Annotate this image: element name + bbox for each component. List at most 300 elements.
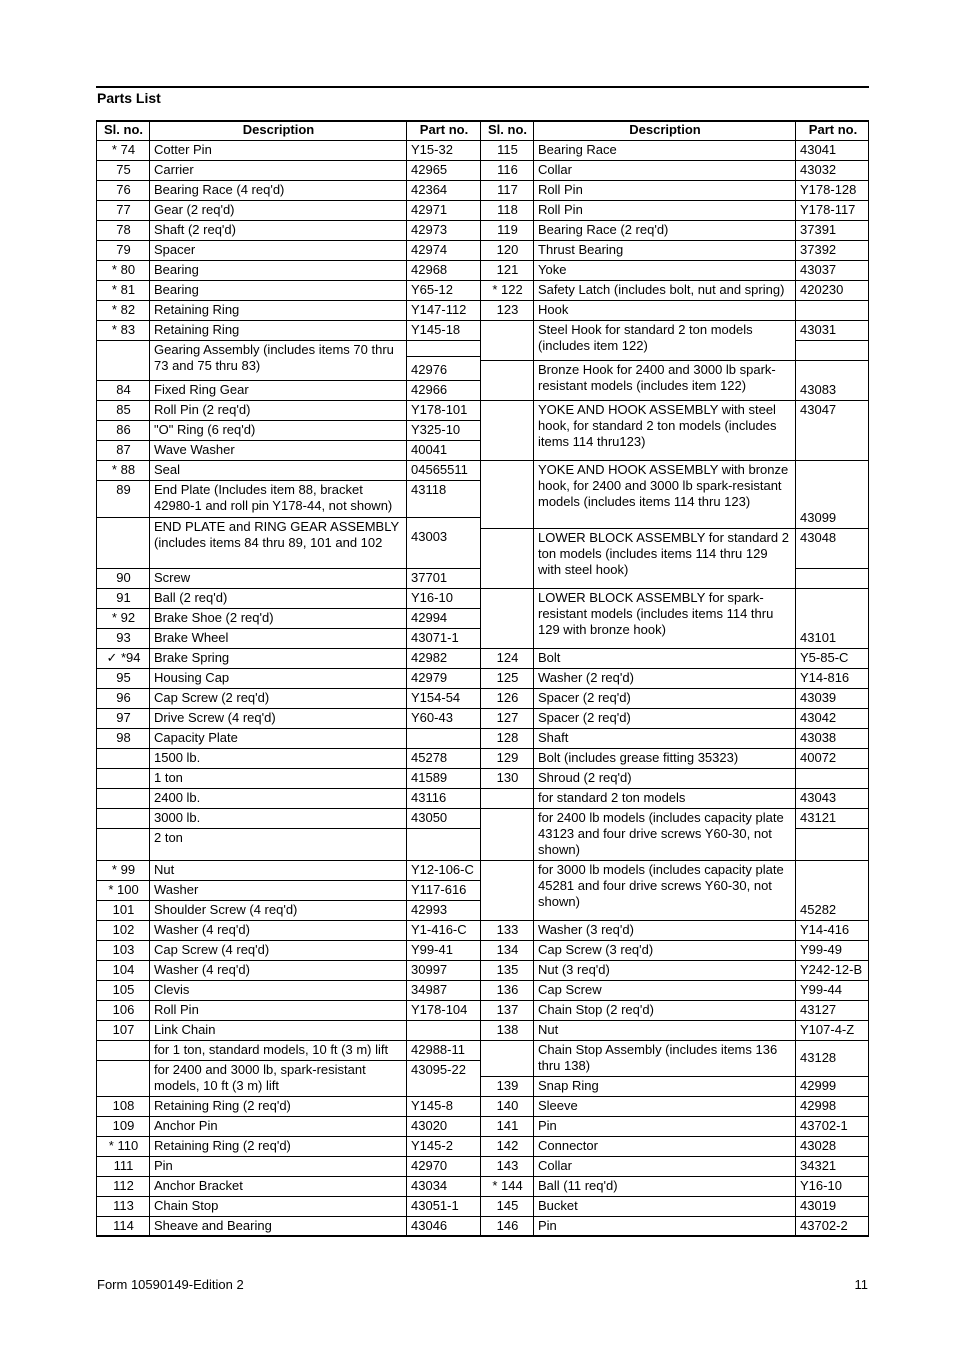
left-row-part-no: Y178-101 [411,402,468,417]
left-row-part-no: 42970 [411,1158,448,1173]
right-row-description: Roll Pin [538,202,583,217]
table-row-divider [96,568,481,569]
left-row-sl-no: 91 [116,590,131,605]
left-row-description: "O" Ring (6 req'd) [154,422,256,437]
left-row-part-no: 34987 [411,982,448,997]
parts-table [96,120,869,1237]
left-row-part-no: 43071-1 [411,630,459,645]
left-row-part-no: Y1-416-C [411,922,467,937]
left-row-part-no: Y16-10 [411,590,453,605]
right-row-sl-no: 128 [496,730,519,745]
left-row-description: for 2400 and 3000 lb, spark-resistant models, 10 ft (3 m) lift [154,1062,366,1093]
table-row-divider [96,320,481,321]
table-row-divider [96,240,481,241]
table-left-border [96,120,97,1237]
header-part-no: Part no. [419,122,469,137]
table-row-divider [96,648,481,649]
table-row-divider [480,280,869,281]
table-row-divider [480,300,869,301]
left-row-sl-no: 106 [112,1002,135,1017]
right-row-description: Spacer (2 req'd) [538,710,631,725]
left-row-description: Sheave and Bearing [154,1218,272,1233]
table-row-divider [96,380,481,381]
left-row-description: Brake Spring [154,650,230,665]
part-cell-divider [795,568,869,569]
table-row-divider [480,940,869,941]
left-row-description: Pin [154,1158,173,1173]
table-row-divider [480,1020,869,1021]
left-row-sl-no: * 82 [111,302,136,317]
table-row-divider [96,628,481,629]
table-row-divider [96,688,481,689]
table-row-divider [480,728,869,729]
right-row-part-no: 34321 [800,1158,837,1173]
left-row-part-no: 42974 [411,242,448,257]
left-row-part-no: Y325-10 [411,422,461,437]
table-row-divider [480,400,869,401]
left-row-part-no: 43051-1 [411,1198,459,1213]
left-row-part-no: 43116 [411,790,447,805]
right-row-sl-no: 123 [496,302,519,317]
right-row-part-no: 43038 [800,730,837,745]
left-row-sl-no: 85 [116,402,131,417]
column-divider [480,120,481,1237]
part-cell-divider [795,340,869,341]
right-row-description: LOWER BLOCK ASSEMBLY for standard 2 ton models (includes items 114 thru 129 with steel hook) [538,530,789,577]
table-row-divider [96,220,481,221]
left-row-sl-no: 78 [116,222,131,237]
left-row-description: Retaining Ring [154,302,240,317]
left-row-description: Nut [154,862,175,877]
table-row-divider [96,748,481,749]
left-row-description: 2 ton [154,830,183,845]
table-row-divider [96,940,481,941]
part-cell-divider [406,356,481,357]
table-row-divider [96,1060,481,1061]
title-rule [96,86,869,88]
left-row-description: 3000 lb. [154,810,201,825]
right-row-description: Sleeve [538,1098,578,1113]
table-row-divider [480,1156,869,1157]
left-row-sl-no: * 100 [108,882,139,897]
page-title: Parts List [97,90,161,106]
right-row-description: for 3000 lb models (includes capacity plate 45281 and four drive screws Y60-30, not shown) [538,862,784,909]
right-row-description: Yoke [538,262,567,277]
left-row-sl-no: 77 [116,202,131,217]
right-row-part-no: 37391 [800,222,837,237]
left-row-part-no: 43034 [411,1178,448,1193]
table-row-divider [96,280,481,281]
left-row-description: Washer (4 req'd) [154,962,250,977]
left-row-sl-no: 87 [116,442,131,457]
table-row-divider [480,260,869,261]
left-row-part-no: 43020 [411,1118,448,1133]
left-row-description: Shoulder Screw (4 req'd) [154,902,298,917]
left-row-part-no: 43046 [411,1218,448,1233]
right-row-description: Ball (11 req'd) [538,1178,618,1193]
left-row-sl-no: 90 [116,570,131,585]
right-row-description: Pin [538,1218,557,1233]
table-row-divider [96,828,481,829]
right-row-description: Shroud (2 req'd) [538,770,632,785]
table-row-divider [480,360,869,361]
table-row-divider [96,200,481,201]
right-row-description: Safety Latch (includes bolt, nut and spring) [538,282,785,297]
right-row-part-no: 43121 [800,810,837,825]
part-cell-divider [795,828,869,829]
header-description: Description [242,122,315,137]
left-row-description: Cotter Pin [154,142,212,157]
right-row-sl-no: 130 [496,770,519,785]
left-row-description: Capacity Plate [154,730,238,745]
left-row-part-no: 42966 [411,382,448,397]
left-row-part-no: Y65-12 [411,282,453,297]
left-row-part-no: 42993 [411,902,448,917]
table-row-divider [96,517,481,518]
left-row-part-no: 43118 [411,482,447,497]
table-row-divider [96,588,481,589]
left-row-part-no: 37701 [411,570,448,585]
left-row-sl-no: * 74 [111,142,136,157]
right-row-description: YOKE AND HOOK ASSEMBLY with bronze hook, for 2400 and 3000 lb spark-resistant models (includes items 114 thru 123) [538,462,789,509]
right-row-part-no: Y99-44 [800,982,842,997]
right-row-part-no: 42999 [800,1078,837,1093]
right-row-sl-no: 118 [497,202,518,217]
table-row-divider [480,788,869,789]
left-row-sl-no: * 83 [111,322,136,337]
left-row-sl-no: 111 [113,1158,134,1173]
right-row-sl-no: 119 [497,222,518,237]
left-row-description: 2400 lb. [154,790,201,805]
right-row-description: Spacer (2 req'd) [538,690,631,705]
right-row-part-no: Y16-10 [800,1178,842,1193]
right-row-description: Washer (2 req'd) [538,670,634,685]
left-row-description: Retaining Ring [154,322,240,337]
left-row-sl-no: 75 [116,162,131,177]
right-row-sl-no: 142 [496,1138,519,1153]
left-row-sl-no: 89 [116,482,131,497]
left-row-part-no: Y60-43 [411,710,453,725]
table-row-divider [96,788,481,789]
left-row-sl-no: ✓ *94 [106,650,141,665]
right-row-sl-no: * 144 [492,1178,523,1193]
left-row-sl-no: 86 [116,422,131,437]
table-row-divider [96,400,481,401]
right-row-part-no: 45282 [800,902,837,917]
left-row-sl-no: 95 [116,670,131,685]
left-row-part-no: Y145-8 [411,1098,453,1113]
left-row-part-no: 43050 [411,810,448,825]
left-row-description: Anchor Bracket [154,1178,243,1193]
right-row-sl-no: 134 [496,942,519,957]
right-row-sl-no: 139 [496,1078,519,1093]
right-row-sl-no: 140 [496,1098,519,1113]
right-row-part-no: 43028 [800,1138,837,1153]
left-row-description: Fixed Ring Gear [154,382,249,397]
table-row-divider [480,160,869,161]
left-row-sl-no: 76 [116,182,131,197]
left-row-part-no: 42979 [411,670,448,685]
left-row-description: Cap Screw (4 req'd) [154,942,270,957]
table-row-divider [480,200,869,201]
left-row-part-no: Y145-2 [411,1138,453,1153]
left-row-part-no: Y15-32 [411,142,453,157]
table-row-divider [480,708,869,709]
left-row-description: Retaining Ring (2 req'd) [154,1098,291,1113]
table-row-divider [480,748,869,749]
left-row-description: Retaining Ring (2 req'd) [154,1138,291,1153]
right-row-sl-no: 133 [496,922,519,937]
right-row-part-no: 43037 [800,262,837,277]
table-row-divider [96,480,481,481]
left-row-sl-no: * 81 [111,282,136,297]
left-row-part-no: 42982 [411,650,448,665]
table-row-divider [96,1116,481,1117]
left-row-description: Clevis [154,982,190,997]
left-row-part-no: 40041 [411,442,448,457]
left-row-part-no: 42364 [411,182,448,197]
left-row-description: Brake Wheel [154,630,229,645]
table-row-divider [480,980,869,981]
right-row-part-no: 43043 [800,790,837,805]
left-row-sl-no: 101 [112,902,135,917]
left-row-description: Roll Pin (2 req'd) [154,402,251,417]
right-row-sl-no: 129 [496,750,519,765]
right-row-description: YOKE AND HOOK ASSEMBLY with steel hook, for standard 2 ton models (includes items 114 thru123) [538,402,777,449]
left-row-description: End Plate (Includes item 88, bracket 42980-1 and roll pin Y178-44, not shown) [154,482,393,513]
table-row-divider [480,648,869,649]
right-row-sl-no: 137 [496,1002,519,1017]
right-row-description: Cap Screw [538,982,602,997]
right-row-part-no: 40072 [800,750,837,765]
left-row-description: Link Chain [154,1022,216,1037]
right-row-part-no: 43039 [800,690,837,705]
right-row-part-no: Y5-85-C [800,650,849,665]
table-row-divider [480,220,869,221]
table-row-divider [480,528,869,529]
right-row-description: Bucket [538,1198,578,1213]
right-row-description: Chain Stop (2 req'd) [538,1002,654,1017]
left-row-sl-no: 97 [116,710,131,725]
right-row-part-no: 43101 [800,630,837,645]
right-row-sl-no: 115 [497,142,518,157]
left-row-description: Screw [154,570,191,585]
right-row-sl-no: 116 [497,162,518,177]
left-row-description: Bearing [154,282,199,297]
table-row-divider [96,1096,481,1097]
table-row-divider [480,1136,869,1137]
right-row-sl-no: 141 [496,1118,519,1133]
table-row-divider [96,440,481,441]
left-row-sl-no: 113 [113,1198,134,1213]
table-row-divider [480,320,869,321]
right-row-description: Roll Pin [538,182,583,197]
left-row-description: Spacer [154,242,196,257]
table-right-border [868,120,869,1237]
right-row-description: for 2400 lb models (includes capacity plate 43123 and four drive screws Y60-30, not shown) [538,810,784,857]
left-row-part-no: 42968 [411,262,448,277]
left-row-sl-no: 79 [116,242,131,257]
left-row-sl-no: 103 [112,942,135,957]
left-row-part-no: 30997 [411,962,448,977]
left-row-description: Carrier [154,162,194,177]
table-row-divider [96,160,481,161]
right-row-part-no: 42998 [800,1098,837,1113]
left-row-description: Gearing Assembly (includes items 70 thru 73 and 75 thru 83) [154,342,394,373]
table-row-divider [480,960,869,961]
right-row-part-no: Y107-4-Z [800,1022,855,1037]
left-row-description: Cap Screw (2 req'd) [154,690,270,705]
left-row-sl-no: 108 [112,1098,135,1113]
table-row-divider [96,768,481,769]
table-row-divider [96,668,481,669]
left-row-sl-no: 107 [112,1022,135,1037]
left-row-description: for 1 ton, standard models, 10 ft (3 m) lift [154,1042,389,1057]
right-row-description: Washer (3 req'd) [538,922,634,937]
table-row-divider [96,860,481,861]
right-row-part-no: 43042 [800,710,837,725]
right-row-part-no: 43032 [800,162,837,177]
right-row-part-no: 43702-1 [800,1118,848,1133]
right-row-description: Hook [538,302,569,317]
table-row-divider [480,1216,869,1217]
table-row-divider [96,708,481,709]
left-row-sl-no: 98 [116,730,131,745]
right-row-part-no: 43041 [800,142,837,157]
right-row-sl-no: 121 [496,262,519,277]
table-row-divider [96,920,481,921]
page-number: 11 [854,1277,868,1292]
right-row-part-no: 43048 [800,530,837,545]
right-row-description: Cap Screw (3 req'd) [538,942,654,957]
left-row-description: 1 ton [154,770,183,785]
table-row-divider [96,900,481,901]
table-row-divider [96,1040,481,1041]
left-row-description: Wave Washer [154,442,235,457]
left-row-description: Ball (2 req'd) [154,590,228,605]
right-row-part-no: Y14-816 [800,670,850,685]
left-row-description: Shaft (2 req'd) [154,222,236,237]
left-row-part-no: 42973 [411,222,448,237]
left-row-sl-no: * 99 [111,862,136,877]
left-row-sl-no: 93 [116,630,131,645]
left-row-part-no: 43095-22 [411,1062,466,1077]
column-divider [795,120,796,1237]
table-row-divider [480,140,869,141]
left-row-part-no: Y145-18 [411,322,461,337]
right-row-part-no: Y99-49 [800,942,842,957]
left-row-sl-no: * 92 [111,610,136,625]
table-bottom-border [96,1235,869,1237]
table-row-divider [96,1176,481,1177]
left-row-sl-no: * 88 [111,462,136,477]
right-row-description: Bearing Race [538,142,617,157]
right-row-sl-no: 126 [496,690,519,705]
table-row-divider [480,860,869,861]
table-row-divider [96,1196,481,1197]
left-row-part-no: Y154-54 [411,690,461,705]
header-sl-no: Sl. no. [104,122,143,137]
left-row-part-no: Y117-616 [411,882,467,897]
left-row-part-no: 42976 [411,362,448,377]
left-row-part-no: 42971 [411,202,448,217]
table-row-divider [480,1116,869,1117]
header-description: Description [629,122,701,137]
left-row-description: 1500 lb. [154,750,201,765]
table-row-divider [96,260,481,261]
right-row-sl-no: 138 [496,1022,519,1037]
right-row-part-no: 43047 [800,402,837,417]
right-row-description: Connector [538,1138,598,1153]
right-row-part-no: 43702-2 [800,1218,848,1233]
table-row-divider [480,180,869,181]
left-row-description: Drive Screw (4 req'd) [154,710,276,725]
left-row-sl-no: 104 [112,962,135,977]
left-row-description: Anchor Pin [154,1118,218,1133]
table-row-divider [96,980,481,981]
right-row-description: Collar [538,1158,572,1173]
right-row-part-no: 43127 [800,1002,837,1017]
left-row-description: Gear (2 req'd) [154,202,235,217]
left-row-description: Bearing [154,262,199,277]
table-row-divider [96,1020,481,1021]
left-row-description: Washer (4 req'd) [154,922,250,937]
table-row-divider [96,1216,481,1217]
table-row-divider [480,240,869,241]
table-row-divider [480,460,869,461]
left-row-part-no: 42965 [411,162,448,177]
right-row-description: Collar [538,162,572,177]
left-row-part-no: Y12-106-C [411,862,474,877]
left-row-part-no: 43003 [411,529,448,544]
right-row-description: Chain Stop Assembly (includes items 136 thru 138) [538,1042,778,1073]
right-row-description: Thrust Bearing [538,242,624,257]
left-row-sl-no: 109 [112,1118,135,1133]
table-row-divider [96,300,481,301]
table-row-divider [96,1000,481,1001]
right-row-part-no: 37392 [800,242,837,257]
right-row-description: Bearing Race (2 req'd) [538,222,669,237]
right-row-part-no: 43019 [800,1198,837,1213]
table-row-divider [480,668,869,669]
right-row-part-no: Y14-416 [800,922,850,937]
table-row-divider [480,1196,869,1197]
right-row-part-no: Y178-117 [800,202,856,217]
table-row-divider [96,1136,481,1137]
left-row-part-no: 04565511 [411,462,468,477]
left-row-sl-no: * 110 [108,1138,139,1153]
left-row-sl-no: * 80 [111,262,136,277]
left-row-part-no: 42994 [411,610,448,625]
table-row-divider [480,1176,869,1177]
table-row-divider [480,588,869,589]
table-row-divider [480,920,869,921]
right-row-part-no: Y178-128 [800,182,857,197]
table-row-divider [96,1156,481,1157]
right-row-description: LOWER BLOCK ASSEMBLY for spark-resistant models (includes items 114 thru 129 with bronze hook) [538,590,774,637]
right-row-description: Shaft [538,730,569,745]
header-part-no: Part no. [808,122,858,137]
right-row-description: for standard 2 ton models [538,790,686,805]
right-row-part-no: 420230 [800,282,844,297]
table-row-divider [96,140,481,141]
right-row-part-no: 43031 [800,322,837,337]
right-row-description: Steel Hook for standard 2 ton models (includes item 122) [538,322,753,353]
right-row-part-no: 43099 [800,510,837,525]
left-row-sl-no: 102 [112,922,135,937]
right-row-description: Snap Ring [538,1078,599,1093]
right-row-part-no: 43128 [800,1050,837,1065]
